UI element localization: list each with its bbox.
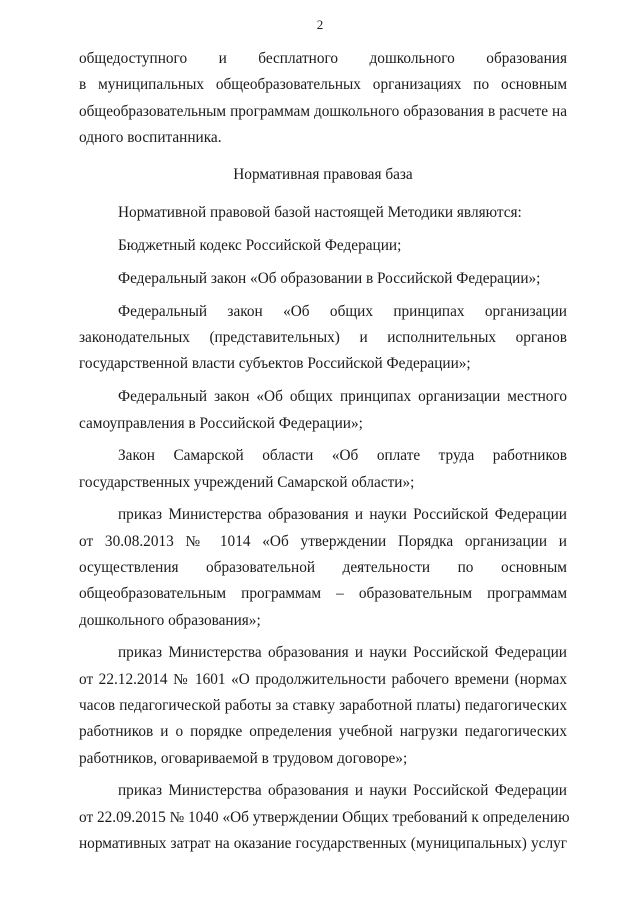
- text-line: работников и о порядке определения учебной нагрузки педагогических: [79, 723, 567, 741]
- paragraph: [79, 778, 570, 857]
- text-line: одного воспитанника.: [79, 128, 222, 146]
- text-line: нормативных затрат на оказание государственных (муниципальных) услуг: [79, 835, 567, 853]
- paragraph: [79, 46, 567, 151]
- intro-paragraph: [79, 46, 567, 151]
- text-line: приказ Министерства образования и науки Российской Федерации: [118, 644, 567, 662]
- text-line: Федеральный закон «Об общих принципах организации местного: [118, 388, 567, 406]
- page-number: 2: [316, 17, 324, 32]
- text-line: общедоступного и бесплатного дошкольного образования: [79, 50, 567, 67]
- text-line: государственных учреждений Самарской области»;: [79, 473, 415, 491]
- text-line: Закон Самарской области «Об оплате труда работников: [118, 447, 567, 465]
- text-line: приказ Министерства образования и науки Российской Федерации: [118, 506, 567, 524]
- text-line: в муниципальных общеобразовательных организациях по основным: [79, 76, 567, 94]
- text-line: от 22.12.2014 № 1601 «О продолжительности рабочего времени (нормах: [79, 670, 567, 688]
- text-line: дошкольного образования»;: [79, 611, 261, 629]
- text-line: законодательных (представительных) и исполнительных органов: [79, 329, 567, 347]
- paragraph: [79, 384, 567, 437]
- paragraph: [79, 443, 567, 496]
- text-line: самоуправления в Российской Федерации»;: [79, 414, 363, 432]
- text-line: часов педагогической работы за ставку заработной платы) педагогических: [79, 697, 567, 715]
- paragraph: [79, 266, 567, 292]
- text-line: работников, оговариваемой в трудовом договоре»;: [79, 749, 408, 767]
- document-body: [79, 46, 570, 857]
- paragraph: [79, 640, 567, 771]
- text-line: от 30.08.2013 № 1014 «Об утверждении Порядка организации и: [79, 532, 567, 550]
- section-body: [79, 200, 570, 857]
- text-line: Бюджетный кодекс Российской Федерации;: [118, 237, 402, 255]
- text-line: Федеральный закон «Об общих принципах организации: [118, 302, 567, 320]
- text-line: от 22.09.2015 № 1040 «Об утверждении Общих требований к определению: [79, 808, 570, 826]
- text-line: приказ Министерства образования и науки Российской Федерации: [118, 782, 567, 800]
- text-line: осуществления образовательной деятельности по основным: [79, 559, 567, 577]
- paragraph: [79, 299, 567, 378]
- paragraph: [79, 200, 567, 226]
- text-line: общеобразовательным программам дошкольного образования в расчете на: [79, 102, 567, 120]
- paragraph: [79, 233, 567, 259]
- text-line: государственной власти субъектов Российской Федерации»;: [79, 355, 471, 373]
- text-line: Нормативной правовой базой настоящей Методики являются:: [118, 204, 522, 222]
- text-line: общеобразовательным программам – образовательным программам: [79, 585, 567, 603]
- section-heading: Нормативная правовая база: [233, 166, 413, 184]
- text-line: Федеральный закон «Об образовании в Российской Федерации»;: [118, 270, 541, 288]
- paragraph: [79, 502, 567, 633]
